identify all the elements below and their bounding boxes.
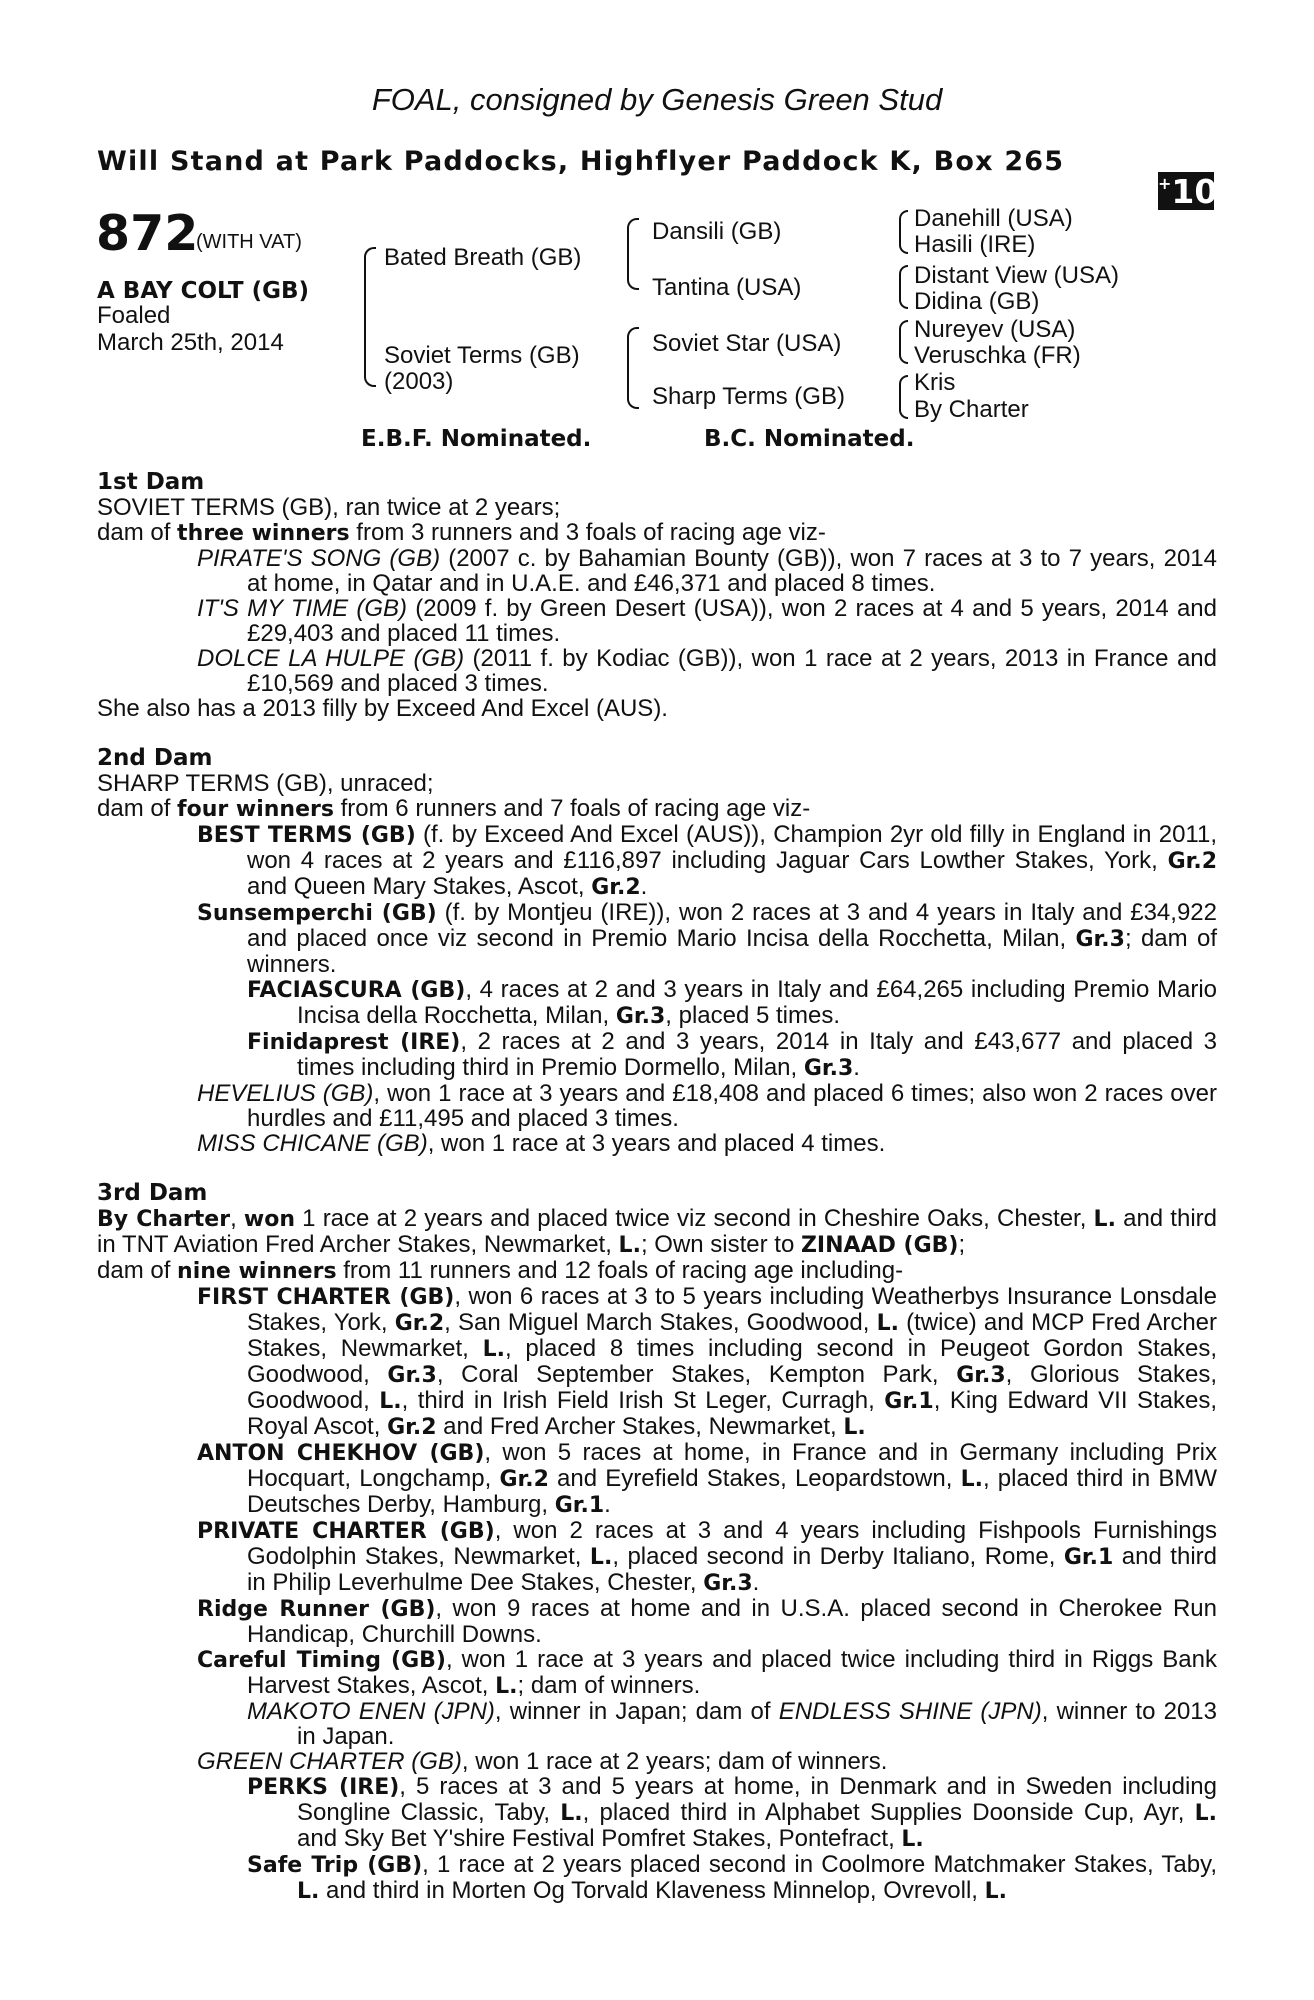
bc-nominated: B.C. Nominated. [704, 426, 915, 452]
progeny-entry: Finidaprest (IRE), 2 races at 2 and 3 years, 2014 in Italy and £43,677 and placed 3 times including third in Premio Dormello, Milan, Gr.3. [247, 1028, 1217, 1081]
pedigree-g2: Hasili (IRE) [914, 231, 1036, 258]
first-dam-note: She also has a 2013 filly by Exceed And Excel (AUS). [97, 695, 668, 722]
progeny-entry: GREEN CHARTER (GB), won 1 race at 2 years; dam of winners. [197, 1748, 888, 1775]
pedigree-bracket-dam [627, 327, 639, 409]
badge-number: 10 [1171, 172, 1218, 211]
pedigree-sire-sire: Dansili (GB) [652, 218, 782, 245]
second-dam-summary: dam of four winners from 6 runners and 7 foals of racing age viz- [97, 795, 811, 822]
pedigree-bracket-g4 [899, 375, 908, 419]
progeny-entry: ANTON CHEKHOV (GB), won 5 races at home, in France and in Germany including Prix Hocquart, Longchamp, Gr.2 and Eyrefield Stakes, Leopardstown, L., placed third in BMW Deutsches Derby, Hamburg, Gr.1. [197, 1439, 1218, 1518]
consignor-line: FOAL, consigned by Genesis Green Stud [371, 82, 943, 117]
pedigree-bracket-sire [627, 218, 639, 290]
badge-plus: + [1158, 174, 1172, 193]
progeny-entry: FIRST CHARTER (GB), won 6 races at 3 to 5 years including Weatherbys Insurance Lonsdale Stakes, York, Gr.2, San Miguel March Stakes, Goodwood, L. (twice) and MCP Fred Archer Stakes, Newmarket, L., placed 8 times including second in Peugeot Gordon Stakes, Goodwood, Gr.3, Coral September Stakes, Kempton Park, Gr.3, Glorious Stakes, Goodwood, L., third in Irish Field Irish St Leger, Curragh, Gr.1, King Edward VII Stakes, Royal Ascot, Gr.2 and Fred Archer Stakes, Newmarket, L. [197, 1283, 1218, 1440]
first-dam-heading: 1st Dam [97, 469, 205, 495]
pedigree-dam: Soviet Terms (GB) [384, 342, 580, 369]
progeny-entry: MISS CHICANE (GB), won 1 race at 3 years and placed 4 times. [197, 1130, 886, 1157]
progeny-entry: HEVELIUS (GB), won 1 race at 3 years and £18,408 and placed 6 times; also won 2 races over hurdles and £11,495 and placed 3 times. [197, 1080, 1217, 1132]
third-dam-line: By Charter, won 1 race at 2 years and placed twice viz second in Cheshire Oaks, Chester, L. and third in TNT Aviation Fred Archer Stakes, Newmarket, L.; Own sister to ZINAAD (GB); [97, 1205, 1217, 1258]
progeny-entry: BEST TERMS (GB) (f. by Exceed And Excel (AUS)), Champion 2yr old filly in England in 2011, won 4 races at 2 years and £116,897 including Jaguar Cars Lowther Stakes, York, Gr.2 and Queen Mary Stakes, Ascot, Gr.2. [197, 821, 1217, 900]
progeny-entry: MAKOTO ENEN (JPN), winner in Japan; dam of ENDLESS SHINE (JPN), winner to 2013 in Japan. [247, 1698, 1217, 1750]
pedigree-sire-dam: Tantina (USA) [652, 274, 802, 301]
lot-number: 872 [96, 205, 199, 262]
ebf-nominated: E.B.F. Nominated. [361, 426, 592, 452]
page-badge [1158, 172, 1218, 211]
pedigree-g5: Nureyev (USA) [914, 316, 1076, 343]
pedigree-sire: Bated Breath (GB) [384, 244, 582, 271]
pedigree-bracket-main [364, 247, 376, 387]
progeny-entry: PERKS (IRE), 5 races at 3 and 5 years at home, in Denmark and in Sweden including Songline Classic, Taby, L., placed third in Alphabet Supplies Doonside Cup, Ayr, L. and Sky Bet Y'shire Festival Pomfret Stakes, Pontefract, L. [247, 1773, 1217, 1852]
pedigree-dam-sire: Soviet Star (USA) [652, 330, 842, 357]
pedigree-g6: Veruschka (FR) [914, 342, 1081, 369]
second-dam-line: SHARP TERMS (GB), unraced; [97, 770, 434, 797]
vat-label: (WITH VAT) [196, 231, 302, 253]
progeny-entry: PRIVATE CHARTER (GB), won 2 races at 3 and 4 years including Fishpools Furnishings Godolphin Stakes, Newmarket, L., placed second in Derby Italiano, Rome, Gr.1 and third in Philip Leverhulme Dee Stakes, Chester, Gr.3. [197, 1517, 1217, 1596]
pedigree-bracket-g3 [899, 320, 908, 364]
first-dam-line: SOVIET TERMS (GB), ran twice at 2 years; [97, 494, 561, 521]
third-dam-heading: 3rd Dam [97, 1180, 208, 1206]
pedigree-dam-dam: Sharp Terms (GB) [652, 383, 845, 410]
progeny-entry: Sunsemperchi (GB) (f. by Montjeu (IRE)), won 2 races at 3 and 4 years in Italy and £34,922 and placed once viz second in Premio Mario Incisa della Rocchetta, Milan, Gr.3; dam of winners. [197, 899, 1217, 978]
progeny-entry: DOLCE LA HULPE (GB) (2011 f. by Kodiac (GB)), won 1 race at 2 years, 2013 in France and £10,569 and placed 3 times. [197, 645, 1217, 697]
catalogue-body [97, 470, 1217, 1904]
pedigree-g8: By Charter [914, 396, 1029, 423]
progeny-entry: IT'S MY TIME (GB) (2009 f. by Green Desert (USA)), won 2 races at 4 and 5 years, 2014 and £29,403 and placed 11 times. [197, 595, 1217, 647]
progeny-entry: FACIASCURA (GB), 4 races at 2 and 3 years in Italy and £64,265 including Premio Mario Incisa della Rocchetta, Milan, Gr.3, placed 5 times. [247, 976, 1217, 1029]
progeny-entry: Ridge Runner (GB), won 9 races at home and in U.S.A. placed second in Cherokee Run Handicap, Churchill Downs. [197, 1595, 1217, 1648]
third-dam-summary: dam of nine winners from 11 runners and 12 foals of racing age including- [97, 1257, 904, 1284]
location-line: Will Stand at Park Paddocks, Highflyer Paddock K, Box 265 [97, 146, 1065, 177]
pedigree-bracket-g2 [899, 265, 908, 309]
progeny-entry: PIRATE'S SONG (GB) (2007 c. by Bahamian Bounty (GB)), won 7 races at 3 to 7 years, 2014 at home, in Qatar and in U.A.E. and £46,371 and placed 8 times. [197, 545, 1217, 597]
pedigree-g4: Didina (GB) [914, 288, 1040, 315]
lot-title: A BAY COLT (GB) [97, 278, 310, 304]
pedigree-bracket-g1 [899, 210, 908, 254]
foaled-date: March 25th, 2014 [97, 329, 284, 356]
progeny-entry: Safe Trip (GB), 1 race at 2 years placed second in Coolmore Matchmaker Stakes, Taby, L. and third in Morten Og Torvald Klaveness Minnelop, Ovrevoll, L. [247, 1851, 1217, 1904]
pedigree-dam-year: (2003) [384, 368, 454, 395]
first-dam-summary: dam of three winners from 3 runners and 3 foals of racing age viz- [97, 519, 826, 546]
progeny-entry: Careful Timing (GB), won 1 race at 3 years and placed twice including third in Riggs Bank Harvest Stakes, Ascot, L.; dam of winners. [197, 1646, 1217, 1699]
second-dam-heading: 2nd Dam [97, 745, 213, 771]
foaled-label: Foaled [97, 302, 171, 329]
pedigree-g7: Kris [914, 369, 956, 396]
pedigree-g1: Danehill (USA) [914, 205, 1073, 232]
pedigree-g3: Distant View (USA) [914, 262, 1119, 289]
